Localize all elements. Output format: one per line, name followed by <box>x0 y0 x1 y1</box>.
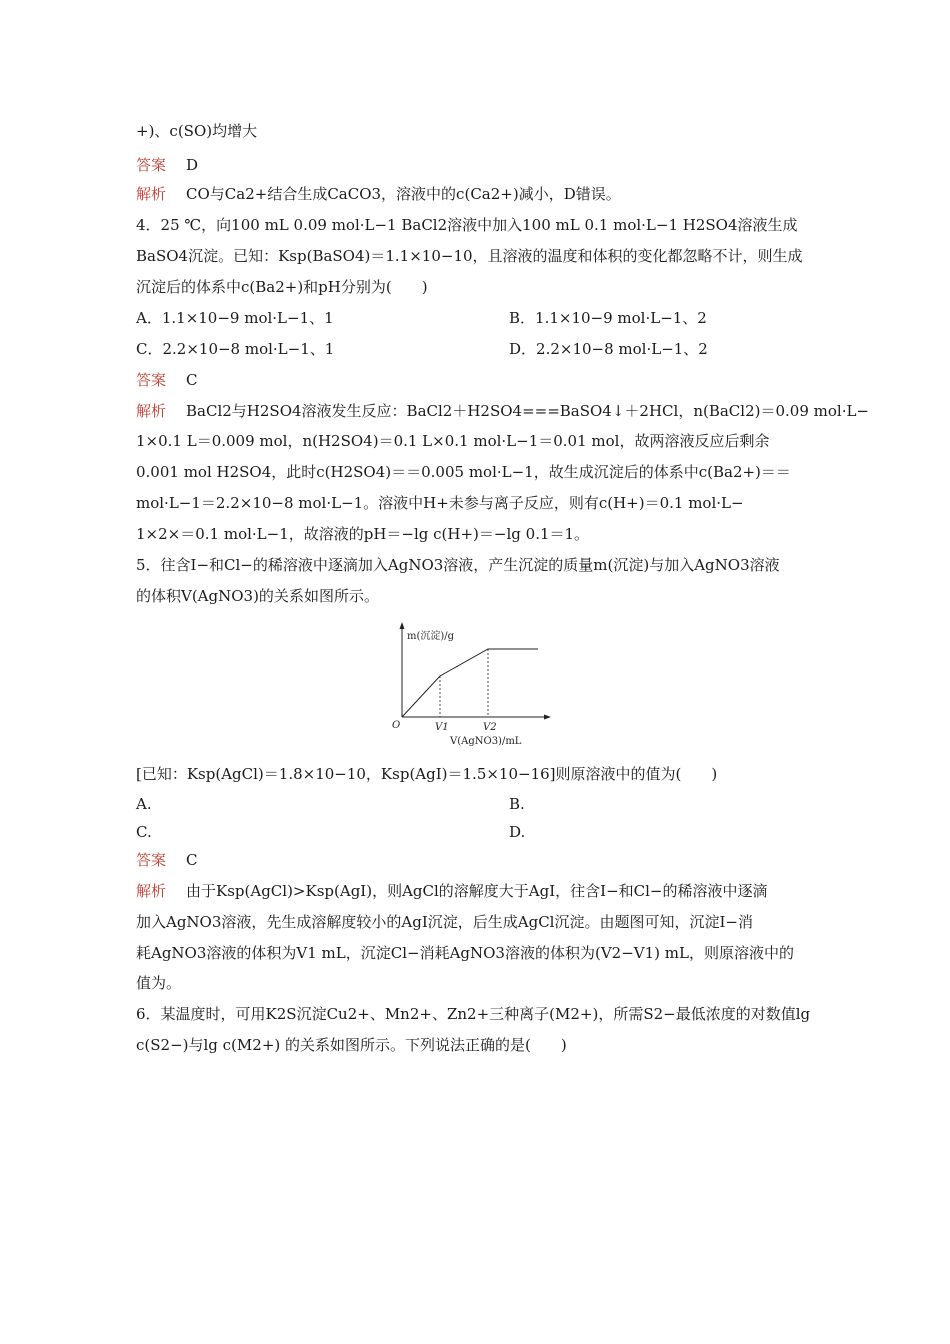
q4-analysis-2: 1×0.1 L＝0.009 mol，n(H2SO4)＝0.1 L×0.1 mol·L−1＝0.01 mol，故两溶液反应后剩余 <box>136 432 770 450</box>
q4-analysis-5: 1×2×＝0.1 mol·L−1，故溶液的pH＝−lg c(H+)＝−lg 0.1＝1。 <box>136 525 590 543</box>
y-axis-arrow-icon <box>400 622 405 629</box>
answer-label: 答案 <box>136 851 167 869</box>
q5-analysis-3: 耗AgNO3溶液的体积为V1 mL，沉淀Cl−消耗AgNO3溶液的体积为(V2−V1) mL，则原溶液中的 <box>136 944 794 962</box>
q4-option-c: C．2.2×10−8 mol·L−1、1 <box>136 340 335 358</box>
v1-label: V1 <box>435 722 449 733</box>
q4-option-b: B．1.1×10−9 mol·L−1、2 <box>509 309 707 327</box>
q5-analysis-row <box>136 881 767 901</box>
q4-answer-row <box>136 370 198 390</box>
q4-analysis-row <box>136 401 869 421</box>
analysis-label: 解析 <box>136 185 167 203</box>
x-axis-label: V(AgNO3)/mL <box>450 736 522 747</box>
q3-tail: +)、c(SO)均增大 <box>136 122 258 140</box>
q5-option-c: C. <box>136 823 152 841</box>
q5-option-a: A. <box>136 795 152 813</box>
precipitation-graph <box>388 620 558 750</box>
y-axis-label: m(沉淀)/g <box>407 631 455 642</box>
q5-option-b: B. <box>509 795 525 813</box>
q4-stem-1: 4．25 ℃，向100 mL 0.09 mol·L−1 BaCl2溶液中加入100 mL 0.1 mol·L−1 H2SO4溶液生成 <box>136 216 798 234</box>
q5-option-d: D. <box>509 823 526 841</box>
q5-analysis-4: 值为。 <box>136 974 182 992</box>
answer-value: C <box>186 851 198 869</box>
answer-label: 答案 <box>136 371 167 389</box>
q3-answer-row <box>136 155 198 175</box>
v2-label: V2 <box>483 722 497 733</box>
origin-label: O <box>392 720 401 731</box>
q4-stem-2: BaSO4沉淀。已知：Ksp(BaSO4)＝1.1×10−10，且溶液的温度和体积的变化都忽略不计，则生成 <box>136 247 803 265</box>
q5-analysis-2: 加入AgNO3溶液，先生成溶解度较小的AgI沉淀，后生成AgCl沉淀。由题图可知，沉淀I−消 <box>136 913 753 931</box>
x-axis-arrow-icon <box>544 715 551 720</box>
q4-stem-3: 沉淀后的体系中c(Ba2+)和pH分别为( ) <box>136 278 428 296</box>
answer-label: 答案 <box>136 156 167 174</box>
mass-curve <box>402 649 538 717</box>
q4-option-a: A．1.1×10−9 mol·L−1、1 <box>136 309 334 327</box>
q3-analysis-row <box>136 184 621 204</box>
analysis-text: CO与Ca2+结合生成CaCO3，溶液中的c(Ca2+)减小，D错误。 <box>186 185 621 203</box>
q5-known: [已知：Ksp(AgCl)＝1.8×10−10，Ksp(AgI)＝1.5×10−16]则原溶液中的值为( ) <box>136 765 718 783</box>
q4-analysis-3: 0.001 mol H2SO4，此时c(H2SO4)＝＝0.005 mol·L−1，故生成沉淀后的体系中c(Ba2+)＝＝ <box>136 463 791 481</box>
q6-stem-1: 6．某温度时，可用K2S沉淀Cu2+、Mn2+、Zn2+三种离子(M2+)，所需S2−最低浓度的对数值lg <box>136 1005 811 1023</box>
q5-answer-row <box>136 850 198 870</box>
q5-stem-1: 5．往含I−和Cl−的稀溶液中逐滴加入AgNO3溶液，产生沉淀的质量m(沉淀)与加入AgNO3溶液 <box>136 556 780 574</box>
analysis-text: 由于Ksp(AgCl)>Ksp(AgI)，则AgCl的溶解度大于AgI，往含I−和Cl−的稀溶液中逐滴 <box>186 882 768 900</box>
analysis-label: 解析 <box>136 402 167 420</box>
q6-stem-2: c(S2−)与lg c(M2+) 的关系如图所示。下列说法正确的是( ) <box>136 1036 567 1054</box>
graph-svg <box>388 620 558 750</box>
answer-value: C <box>186 371 198 389</box>
answer-value: D <box>186 156 199 174</box>
analysis-text: BaCl2与H2SO4溶液发生反应：BaCl2＋H2SO4===BaSO4↓＋2HCl，n(BaCl2)＝0.09 mol·L− <box>186 402 869 420</box>
analysis-label: 解析 <box>136 882 167 900</box>
q4-analysis-4: mol·L−1＝2.2×10−8 mol·L−1。溶液中H+未参与离子反应，则有c(H+)＝0.1 mol·L− <box>136 494 744 512</box>
q4-option-d: D．2.2×10−8 mol·L−1、2 <box>509 340 708 358</box>
q5-stem-2: 的体积V(AgNO3)的关系如图所示。 <box>136 587 379 605</box>
